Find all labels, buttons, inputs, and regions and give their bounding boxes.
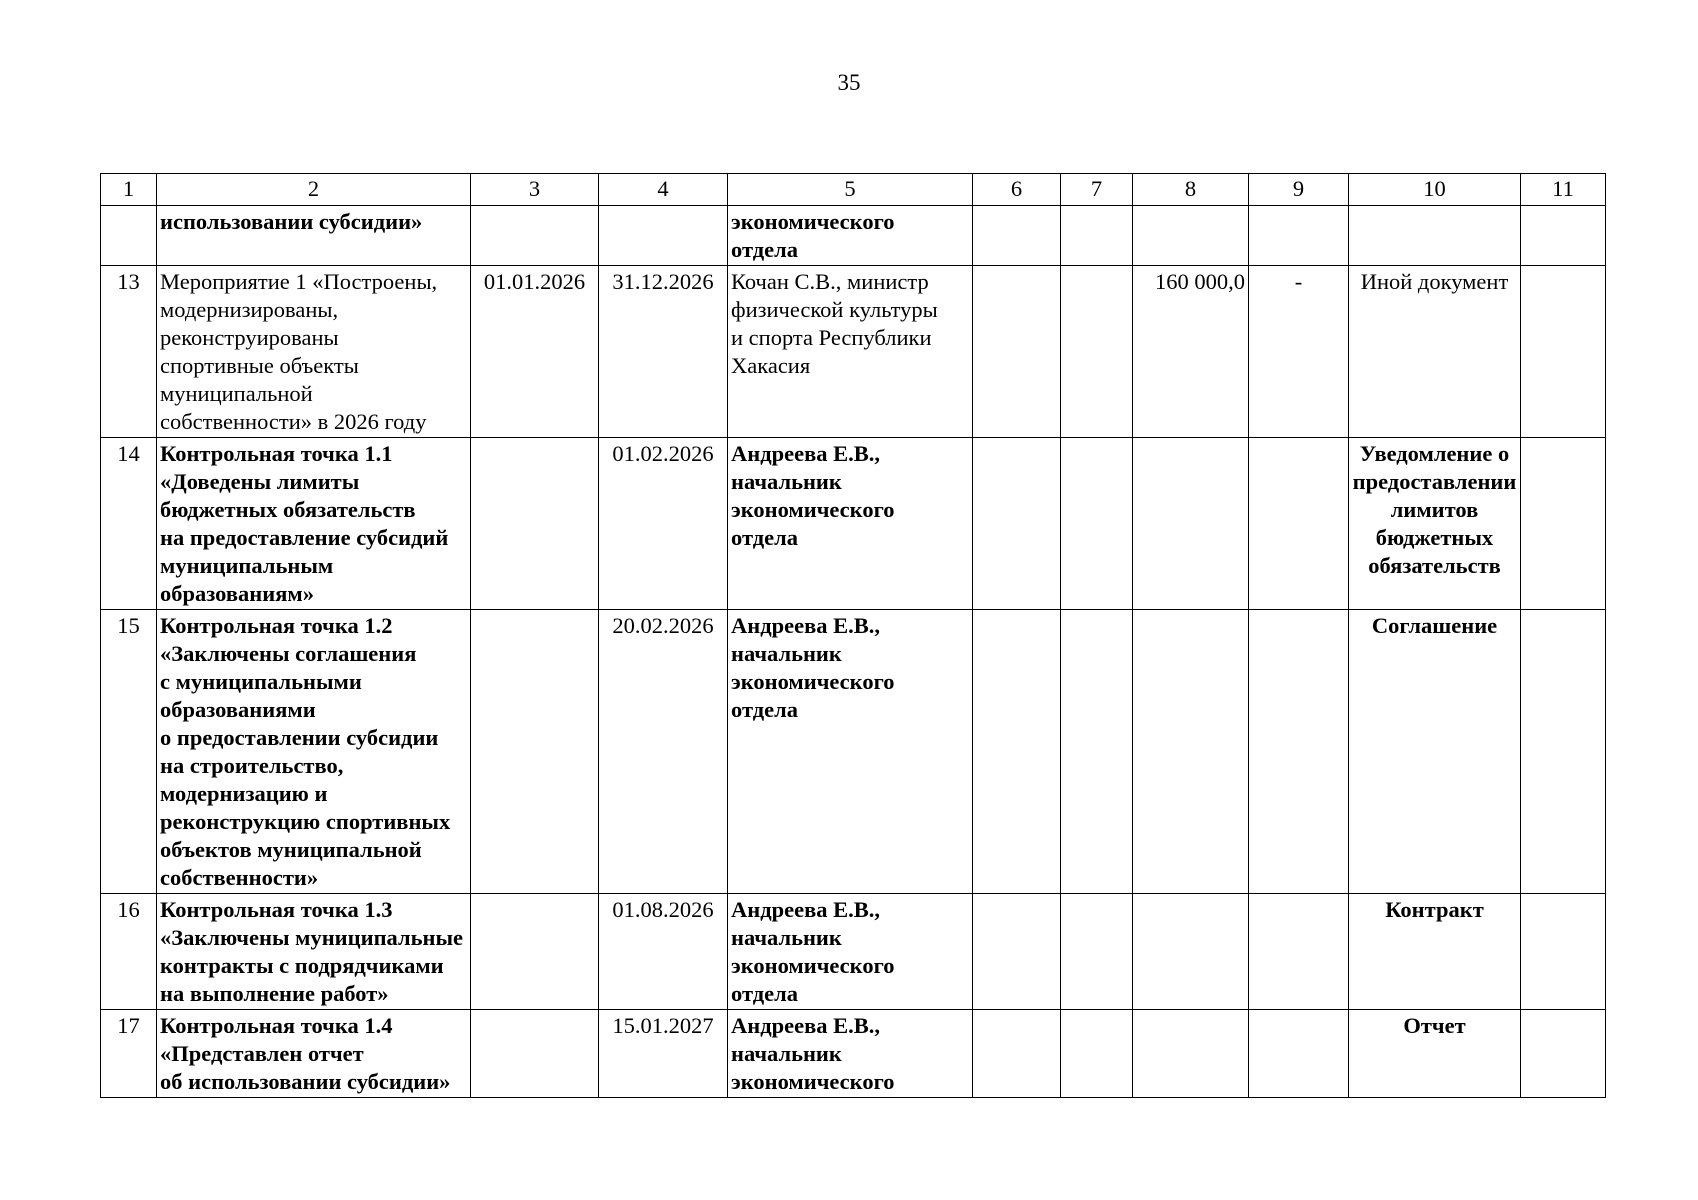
start-date [471, 610, 599, 894]
cell-col11 [1521, 438, 1606, 610]
cell-col6 [973, 206, 1061, 266]
event-name: Контрольная точка 1.3 «Заключены муниципальные контракты с подрядчиками на выполнение работ» [157, 894, 471, 1010]
cell-col9 [1249, 610, 1349, 894]
cell-col7 [1061, 438, 1133, 610]
end-date: 15.01.2027 [599, 1010, 728, 1098]
amount-cell [1133, 1010, 1249, 1098]
cell-col9 [1249, 438, 1349, 610]
responsible-person: Андреева Е.В., начальник экономического [728, 1010, 973, 1098]
responsible-person: Андреева Е.В., начальник экономического отдела [728, 610, 973, 894]
cell-col9 [1249, 1010, 1349, 1098]
event-name: использовании субсидии» [157, 206, 471, 266]
header-cell: 7 [1061, 174, 1133, 206]
cell-col11 [1521, 266, 1606, 438]
row-number: 16 [101, 894, 157, 1010]
start-date: 01.01.2026 [471, 266, 599, 438]
responsible-person: экономического отдела [728, 206, 973, 266]
cell-col11 [1521, 610, 1606, 894]
table-row [101, 266, 1606, 438]
cell-col6 [973, 894, 1061, 1010]
header-cell: 9 [1249, 174, 1349, 206]
amount-cell [1133, 894, 1249, 1010]
end-date: 01.02.2026 [599, 438, 728, 610]
responsible-person: Андреева Е.В., начальник экономического отдела [728, 438, 973, 610]
document-type: Уведомление о предоставлении лимитов бюджетных обязательств [1349, 438, 1521, 610]
table-row [101, 894, 1606, 1010]
responsible-person: Кочан С.В., министр физической культуры и спорта Республики Хакасия [728, 266, 973, 438]
row-number: 15 [101, 610, 157, 894]
cell-col6 [973, 266, 1061, 438]
amount-cell: 160 000,0 [1133, 266, 1249, 438]
header-cell: 3 [471, 174, 599, 206]
header-cell: 6 [973, 174, 1061, 206]
amount-cell [1133, 206, 1249, 266]
end-date: 20.02.2026 [599, 610, 728, 894]
row-number: 14 [101, 438, 157, 610]
cell-col6 [973, 438, 1061, 610]
row-number [101, 206, 157, 266]
cell-col9 [1249, 894, 1349, 1010]
table-row [101, 438, 1606, 610]
table-header-row [101, 174, 1606, 206]
responsible-person: Андреева Е.В., начальник экономического отдела [728, 894, 973, 1010]
table-row [101, 1010, 1606, 1098]
cell-col7 [1061, 1010, 1133, 1098]
end-date: 31.12.2026 [599, 266, 728, 438]
header-cell: 8 [1133, 174, 1249, 206]
header-cell: 1 [101, 174, 157, 206]
end-date: 01.08.2026 [599, 894, 728, 1010]
cell-col11 [1521, 894, 1606, 1010]
cell-col9: - [1249, 266, 1349, 438]
start-date [471, 1010, 599, 1098]
event-name: Мероприятие 1 «Построены, модернизированы, реконструированы спортивные объекты муниципальной собственности» в 2026 году [157, 266, 471, 438]
end-date [599, 206, 728, 266]
amount-cell [1133, 610, 1249, 894]
cell-col11 [1521, 1010, 1606, 1098]
cell-col6 [973, 1010, 1061, 1098]
cell-col7 [1061, 894, 1133, 1010]
document-type: Соглашение [1349, 610, 1521, 894]
header-cell: 4 [599, 174, 728, 206]
document-type: Иной документ [1349, 266, 1521, 438]
cell-col11 [1521, 206, 1606, 266]
document-type: Отчет [1349, 1010, 1521, 1098]
start-date [471, 894, 599, 1010]
cell-col9 [1249, 206, 1349, 266]
cell-col6 [973, 610, 1061, 894]
start-date [471, 438, 599, 610]
event-name: Контрольная точка 1.4 «Представлен отчет об использовании субсидии» [157, 1010, 471, 1098]
document-type: Контракт [1349, 894, 1521, 1010]
header-cell: 5 [728, 174, 973, 206]
row-number: 13 [101, 266, 157, 438]
start-date [471, 206, 599, 266]
page-number: 35 [837, 70, 861, 95]
cell-col7 [1061, 206, 1133, 266]
header-cell: 2 [157, 174, 471, 206]
event-name: Контрольная точка 1.1 «Доведены лимиты бюджетных обязательств на предоставление субсидий муниципальным образованиям» [157, 438, 471, 610]
table-row [101, 206, 1606, 266]
header-cell: 10 [1349, 174, 1521, 206]
row-number: 17 [101, 1010, 157, 1098]
event-name: Контрольная точка 1.2 «Заключены соглашения с муниципальными образованиями о предоставлении субсидии на строительство, модернизацию и реконструкцию спортивных объектов муниципальной собственности» [157, 610, 471, 894]
document-type [1349, 206, 1521, 266]
plan-table [100, 173, 1606, 1098]
table-row [101, 610, 1606, 894]
cell-col7 [1061, 610, 1133, 894]
header-cell: 11 [1521, 174, 1606, 206]
amount-cell [1133, 438, 1249, 610]
cell-col7 [1061, 266, 1133, 438]
